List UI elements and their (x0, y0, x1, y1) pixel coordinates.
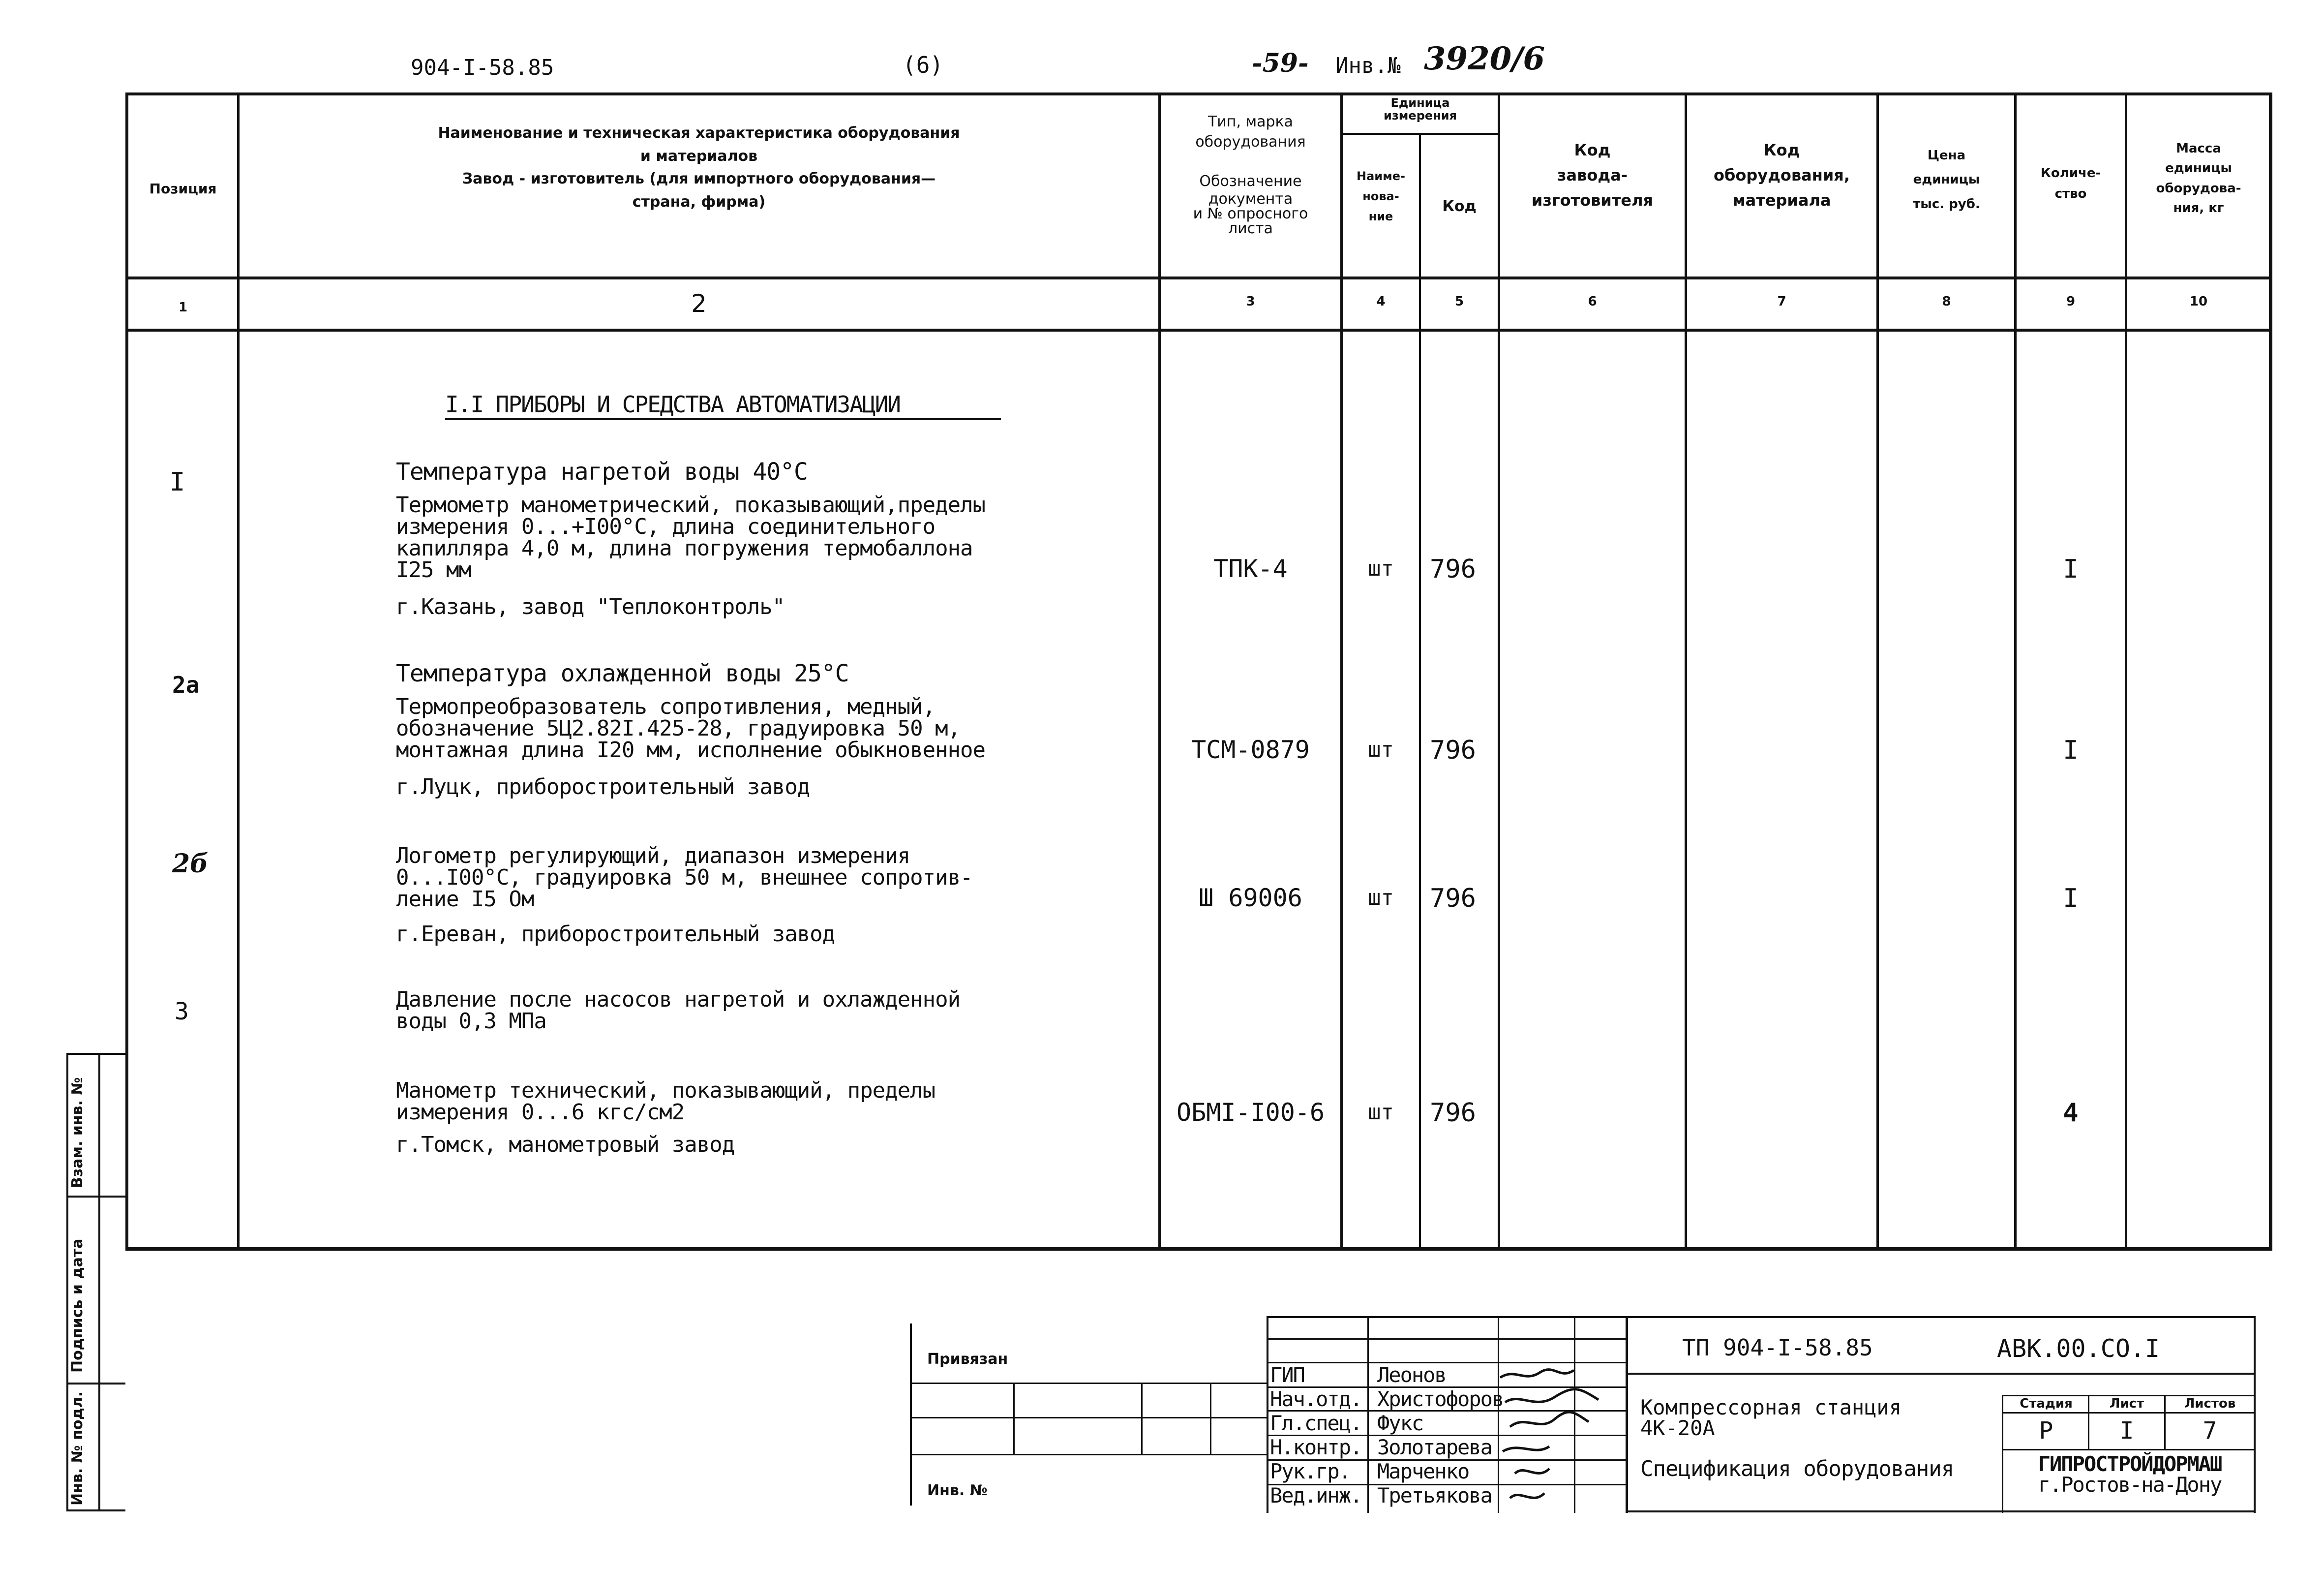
title-stage-label: Стадия (2020, 1396, 2073, 1411)
side-stamp-border (66, 1053, 68, 1510)
header-maker-code-line2: завода- (1557, 166, 1628, 185)
header-unit-code: Код (1442, 198, 1477, 215)
title-block-line (1626, 1510, 2255, 1512)
header-price (1879, 144, 2014, 216)
table-body-bottom-border (125, 1247, 2272, 1251)
item-manufacturer: г.Казань, завод "Теплоконтроль" (396, 594, 785, 619)
title-sheet-value: I (2119, 1417, 2134, 1445)
item-manufacturer: г.Ереван, приборостроительный завод (396, 922, 835, 947)
item-type: ОБМI-I00-6 (1176, 1098, 1325, 1127)
signature-mark (1510, 1493, 1544, 1498)
signature-mark (1515, 1469, 1549, 1474)
col-number-10: 10 (2189, 294, 2208, 309)
item-manufacturer: г.Луцк, приборостроительный завод (396, 774, 810, 800)
header-type (1161, 112, 1340, 236)
item-heading: Температура охлажденной воды 25°С (396, 660, 849, 687)
side-stamp-signature-date: Подпись и дата (69, 1238, 86, 1373)
item-unit-code: 796 (1430, 736, 1476, 765)
col-line-9 (2125, 92, 2127, 1249)
header-name-line1: Наименование и техническая характеристика оборудования (438, 124, 960, 142)
title-inv-number-label: Инв. № (927, 1482, 988, 1499)
inventory-number: 3920/6 (1424, 40, 1545, 77)
col-line-2 (1158, 92, 1161, 1249)
unit-group-divider (1340, 133, 1500, 135)
signature-mark (1505, 1389, 1599, 1402)
item-description-line: Термометр манометрический, показывающий,пределы (396, 492, 986, 518)
col-line-8 (2014, 92, 2017, 1249)
header-mass (2127, 139, 2270, 218)
item-position: 3 (175, 998, 189, 1025)
header-equipment-code (1687, 138, 1876, 214)
item-type: ТПК-4 (1213, 554, 1288, 583)
header-mass-line4: ния, кг (2173, 200, 2224, 215)
header-mass-line2: единицы (2165, 161, 2232, 176)
item-description-line: обозначение 5Ц2.82I.425-28, градуировка 50 м, (396, 716, 961, 741)
col-number-4: 4 (1376, 294, 1386, 309)
item-description-line: I25 мм (396, 557, 471, 583)
signature-marks (1495, 1363, 1628, 1510)
item-heading-line: воды 0,3 МПа (396, 1009, 546, 1034)
item-type: Ш 69006 (1199, 884, 1302, 912)
item-unit: шт (1368, 737, 1394, 762)
header-unit-name-line2: нова- (1362, 189, 1399, 203)
header-doc-line1: Обозначение (1199, 173, 1302, 190)
header-mass-line1: Масса (2176, 141, 2221, 156)
item-description (396, 494, 985, 581)
header-unit-line2: измерения (1384, 109, 1457, 123)
signature-mark (1503, 1446, 1549, 1451)
header-maker-code-line3: изготовителя (1531, 191, 1654, 210)
title-name: Христофоров (1377, 1387, 1504, 1411)
section-title-underline (445, 418, 1001, 420)
inventory-label: Инв.№ (1335, 53, 1401, 78)
title-block-line (1626, 1373, 2255, 1375)
side-stamp-replaces-inv: Взам. инв. № (69, 1077, 86, 1188)
item-description (396, 845, 973, 910)
side-stamp-border (66, 1196, 125, 1198)
title-name: Фукс (1377, 1411, 1423, 1435)
item-quantity: I (2063, 884, 2079, 913)
header-equipment-code-line2: оборудования, (1714, 166, 1850, 185)
item-unit: шт (1368, 885, 1394, 910)
side-stamp-inv-original: Инв. № подл. (69, 1391, 86, 1506)
item-heading: Температура нагретой воды 40°С (396, 458, 808, 486)
header-price-line1: Цена (1927, 148, 1966, 163)
title-sheet-label: Лист (2109, 1396, 2144, 1411)
header-unit-group (1343, 96, 1498, 123)
title-project-code: ТП 904-I-58.85 (1682, 1334, 1873, 1361)
item-position: 2а (172, 672, 200, 698)
title-block-line (1267, 1316, 1268, 1513)
title-role: Рук.гр. (1270, 1459, 1351, 1483)
side-stamp-border (66, 1509, 125, 1511)
item-heading (396, 989, 960, 1032)
title-block-line (1267, 1338, 1628, 1340)
item-description-line: Термопреобразователь сопротивления, медный, (396, 694, 936, 719)
title-organization (2004, 1454, 2255, 1495)
header-price-line3: тыс. руб. (1913, 196, 1980, 212)
col-line-6 (1685, 92, 1687, 1249)
col-number-2: 2 (691, 289, 707, 318)
title-block-line (910, 1323, 912, 1506)
title-sheets-value: 7 (2203, 1417, 2217, 1445)
item-description-line: 0...I00°С, градуировка 50 м, внешнее сопротив- (396, 865, 973, 890)
title-name: Марченко (1377, 1459, 1469, 1483)
header-mass-line3: оборудова- (2156, 181, 2241, 196)
header-name (240, 122, 1158, 214)
header-unit-name-line1: Наиме- (1357, 169, 1405, 183)
title-role-list (1270, 1363, 1361, 1507)
header-type-line1: Тип, марка (1207, 113, 1294, 130)
title-block-line (1210, 1383, 1211, 1454)
item-position: 2б (172, 849, 209, 879)
header-maker-code (1500, 138, 1685, 214)
header-doc-line3: и № опросного (1193, 205, 1308, 222)
side-stamp-border (98, 1053, 100, 1510)
item-position: I (170, 467, 185, 497)
item-unit-code: 796 (1430, 554, 1476, 584)
title-organization-line1: ГИПРОСТРОЙДОРМАШ (2038, 1452, 2222, 1476)
title-object-line1: Компрессорная станция (1640, 1395, 1902, 1419)
title-name-list (1377, 1363, 1503, 1507)
item-description (396, 1080, 935, 1123)
title-organization-line2: г.Ростов-на-Дону (2038, 1473, 2222, 1497)
header-name-line2: и материалов (640, 147, 758, 165)
col-number-8: 8 (1942, 294, 1951, 309)
title-sheet-title: Спецификация оборудования (1640, 1456, 1954, 1481)
title-sheets-label: Листов (2184, 1396, 2236, 1411)
col-number-6: 6 (1588, 294, 1597, 309)
item-unit: шт (1368, 556, 1394, 581)
item-description-line: Манометр технический, показывающий, пределы (396, 1078, 936, 1103)
title-name: Золотарева (1377, 1435, 1492, 1459)
col-number-9: 9 (2066, 294, 2076, 309)
title-block-line (1367, 1316, 1369, 1513)
item-unit-code: 796 (1430, 884, 1476, 913)
item-description-line: ление I5 Ом (396, 887, 534, 912)
header-type-line2: оборудования (1195, 133, 1306, 151)
col-line-left (125, 92, 128, 1249)
page-number: -59- (1252, 48, 1309, 78)
title-block-line (2002, 1449, 2255, 1450)
item-manufacturer: г.Томск, манометровый завод (396, 1132, 735, 1157)
item-unit: шт (1368, 1100, 1394, 1125)
sheet-number: (6) (903, 52, 944, 78)
header-maker-code-line1: Код (1574, 141, 1611, 159)
title-bound-label: Привязан (927, 1351, 1008, 1368)
table-top-border (125, 92, 2272, 95)
title-block-line (2002, 1412, 2255, 1414)
item-description-line: измерения 0...6 кгс/см2 (396, 1100, 685, 1125)
item-unit-code: 796 (1430, 1098, 1476, 1128)
title-object-name (1640, 1397, 1901, 1439)
col-number-7: 7 (1777, 294, 1786, 309)
header-unit-name (1343, 166, 1419, 226)
title-name: Третьякова (1377, 1483, 1492, 1507)
signature-mark (1500, 1370, 1574, 1378)
header-unit-line1: Единица (1390, 96, 1450, 110)
title-role: Н.контр. (1270, 1435, 1362, 1459)
col-line-7 (1876, 92, 1879, 1249)
section-title: I.I ПРИБОРЫ И СРЕДСТВА АВТОМАТИЗАЦИИ (445, 391, 900, 418)
header-doc-line4: листа (1228, 219, 1273, 237)
col-line-3 (1340, 92, 1343, 1249)
header-quantity (2017, 163, 2125, 204)
title-document-mark: АВК.00.СО.I (1997, 1334, 2160, 1363)
title-object-line2: 4К-20А (1640, 1416, 1715, 1440)
header-name-line3: Завод - изготовитель (для импортного оборудования— (462, 170, 936, 187)
header-price-line2: единицы (1913, 172, 1980, 187)
item-description (396, 696, 985, 761)
col-line-right (2269, 92, 2272, 1249)
title-role: ГИП (1270, 1363, 1304, 1387)
item-heading-line: Давление после насосов нагретой и охлажденной (396, 987, 961, 1012)
header-position: Позиция (149, 181, 217, 197)
item-description-line: Логометр регулирующий, диапазон измерения (396, 843, 910, 868)
title-block-line (910, 1454, 1267, 1455)
col-line-1 (237, 92, 240, 1249)
header-equipment-code-line3: материала (1732, 191, 1831, 210)
table-header-bottom-border (125, 277, 2272, 279)
header-equipment-code-line1: Код (1763, 141, 1800, 159)
header-doc-line2: документа (1208, 190, 1293, 208)
item-quantity: I (2063, 554, 2079, 584)
title-block-line (910, 1417, 1267, 1418)
header-name-line4: страна, фирма) (632, 193, 766, 211)
title-block-line (910, 1383, 1267, 1384)
title-name: Леонов (1377, 1363, 1446, 1387)
item-description-line: капилляра 4,0 м, длина погружения термобаллона (396, 536, 973, 561)
title-role: Вед.инж. (1270, 1483, 1362, 1507)
title-role: Гл.спец. (1270, 1411, 1362, 1435)
header-unit-name-line3: ние (1368, 209, 1393, 223)
side-stamp-border (66, 1383, 125, 1384)
title-role: Нач.отд. (1270, 1387, 1362, 1411)
document-code: 904-I-58.85 (411, 55, 554, 80)
title-block-line (1013, 1383, 1015, 1454)
table-numbers-bottom-border (125, 329, 2272, 332)
item-quantity: 4 (2063, 1098, 2079, 1128)
header-quantity-line2: ство (2054, 186, 2087, 201)
title-stage-value: Р (2039, 1417, 2053, 1445)
item-type: ТСМ-0879 (1191, 736, 1310, 764)
item-description-line: измерения 0...+I00°С, длина соединительного (396, 514, 936, 539)
item-description-line: монтажная длина I20 мм, исполнение обыкновенное (396, 738, 986, 763)
col-number-5: 5 (1454, 294, 1464, 309)
col-number-1: 1 (178, 300, 188, 315)
signature-mark (1510, 1412, 1589, 1427)
title-block-line (1267, 1316, 2255, 1318)
col-line-5 (1498, 92, 1500, 1249)
title-block-line (1141, 1383, 1143, 1454)
item-quantity: I (2063, 736, 2079, 765)
side-stamp-border (66, 1053, 125, 1055)
col-number-3: 3 (1246, 294, 1255, 309)
header-quantity-line1: Количе- (2040, 166, 2101, 181)
